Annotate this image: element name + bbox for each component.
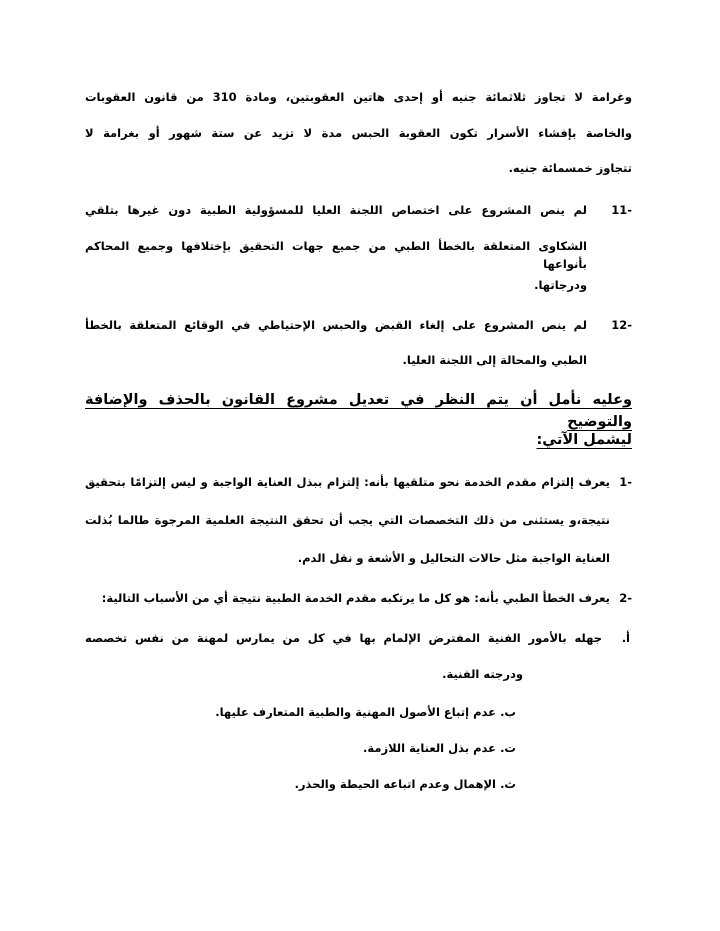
paragraph-line: والخاصة بإفشاء الأسرار تكون العقوبة الحبس مدة لا تزيد عن ستة شهور أو بغرامة لا [85,126,632,140]
sub-item-line: الإهمال وعدم اتباعه الحيطة والحذر. [294,777,496,791]
sub-item-marker: أ. [621,631,630,645]
list-number: 2- [619,591,632,605]
paragraph-line: وغرامة لا تجاوز ثلاثمائة جنيه أو إحدى هاتين العقوبتين، ومادة 310 من قانون العقوبات [85,90,633,104]
list-number: 1- [619,475,632,489]
list-item-line: نتيجة،و يستثنى من ذلك التخصصات التي يجب أن تحقق النتيجة العلمية المرجوة طالما بُذلت [85,513,610,527]
list-item-line: لم ينص المشروع على اختصاص اللجنة العليا للمسؤولية الطبية دون غيرها بتلقي [85,203,587,217]
list-item-line: ودرجاتها. [534,278,587,292]
sub-item-marker: ب. [500,705,516,719]
section-heading: ليشمل الآتي: [536,432,632,448]
section-heading: وعليه نأمل أن يتم النظر في تعديل مشروع القانون بالحذف والإضافة والتوضيح [85,392,632,430]
list-item-line: الطبي والمحالة إلى اللجنة العليا. [402,353,587,367]
paragraph-line: تتجاوز خمسمائة جنيه. [508,161,632,175]
list-number: 11- [611,203,632,217]
sub-item-marker: ث. [500,777,516,791]
sub-item-line: عدم بذل العناية اللازمة. [362,741,496,755]
list-item-line: العناية الواجبة مثل حالات التحاليل و الأشعة و نقل الدم. [297,551,610,565]
list-number: 12- [611,318,632,332]
sub-item-line: ودرجته الفنية. [442,667,523,681]
list-item-line: الشكاوى المتعلقة بالخطأ الطبي من جميع جهات التحقيق بإختلافها وجميع المحاكم بأنواعها [85,239,587,271]
sub-item-line: عدم إتباع الأصول المهنية والطبية المتعارف عليها. [215,705,496,719]
sub-item-line: جهله بالأمور الفنية المفترض الإلمام بها في كل من يمارس لمهنة من نفس تخصصه [85,631,602,645]
list-item-line: لم ينص المشروع على إلغاء القبض والحبس الإحتياطي في الوقائع المتعلقة بالخطأ [85,318,587,332]
list-item-line: يعرف الخطأ الطبي بأنه: هو كل ما يرتكبه مقدم الخدمة الطبية نتيجة أي من الأسباب التالية: [101,591,610,605]
sub-item-marker: ت. [500,741,516,755]
list-item-line: يعرف إلتزام مقدم الخدمة نحو متلقيها بأنه: إلتزام ببذل العناية الواجبة و ليس إلتزامًا بتحقيق [85,475,610,489]
